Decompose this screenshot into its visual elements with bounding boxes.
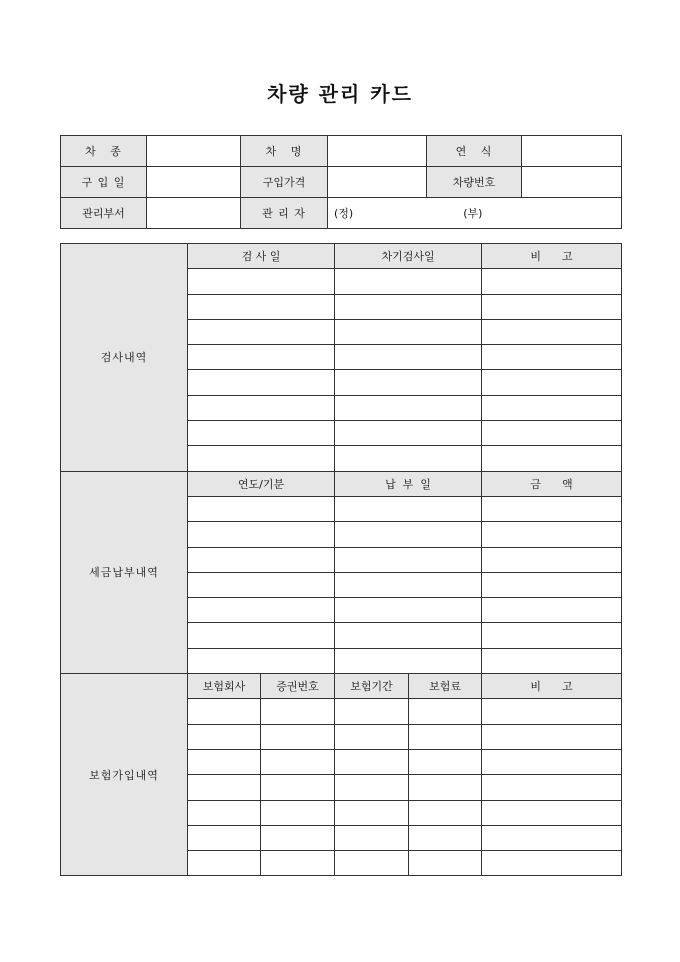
inspection-header-date: 검 사 일 xyxy=(188,244,335,269)
tax-period-cell[interactable] xyxy=(188,598,335,623)
inspection-date-cell[interactable] xyxy=(188,395,335,420)
dept-field[interactable] xyxy=(147,198,241,229)
inspection-date-cell[interactable] xyxy=(188,446,335,471)
insurance-period-cell[interactable] xyxy=(335,775,409,800)
insurance-note-cell[interactable] xyxy=(482,851,622,876)
insurance-note-cell[interactable] xyxy=(482,775,622,800)
insurance-section-label: 보험가입내역 xyxy=(61,674,188,876)
inspection-note-cell[interactable] xyxy=(482,294,622,319)
inspection-next-cell[interactable] xyxy=(335,395,482,420)
insurance-company-cell[interactable] xyxy=(188,851,261,876)
insurance-note-cell[interactable] xyxy=(482,699,622,724)
page-title: 차량 관리 카드 xyxy=(267,82,413,106)
inspection-next-cell[interactable] xyxy=(335,446,482,471)
model-year-field[interactable] xyxy=(522,136,622,167)
manager-label: 관 리 자 xyxy=(241,198,328,229)
inspection-note-cell[interactable] xyxy=(482,345,622,370)
tax-paydate-cell[interactable] xyxy=(335,496,482,521)
tax-paydate-cell[interactable] xyxy=(335,522,482,547)
inspection-header-next: 차기검사일 xyxy=(335,244,482,269)
tax-period-cell[interactable] xyxy=(188,572,335,597)
insurance-period-cell[interactable] xyxy=(335,851,409,876)
insurance-company-cell[interactable] xyxy=(188,724,261,749)
insurance-header-premium: 보험료 xyxy=(409,674,482,699)
tax-paydate-cell[interactable] xyxy=(335,623,482,648)
car-name-field[interactable] xyxy=(328,136,427,167)
tax-period-cell[interactable] xyxy=(188,522,335,547)
tax-paydate-cell[interactable] xyxy=(335,648,482,673)
inspection-section-label: 검사내역 xyxy=(61,244,188,472)
insurance-note-cell[interactable] xyxy=(482,724,622,749)
inspection-next-cell[interactable] xyxy=(335,319,482,344)
manager-field[interactable] xyxy=(328,198,622,229)
insurance-company-cell[interactable] xyxy=(188,775,261,800)
tax-period-cell[interactable] xyxy=(188,648,335,673)
tax-amount-cell[interactable] xyxy=(482,648,622,673)
tax-header-amount: 금 액 xyxy=(482,471,622,496)
plate-number-field[interactable] xyxy=(522,167,622,198)
insurance-premium-cell[interactable] xyxy=(409,749,482,774)
inspection-next-cell[interactable] xyxy=(335,345,482,370)
insurance-header-policy: 증권번호 xyxy=(261,674,335,699)
tax-paydate-cell[interactable] xyxy=(335,598,482,623)
car-name-label: 차 명 xyxy=(241,136,328,167)
inspection-note-cell[interactable] xyxy=(482,446,622,471)
tax-paydate-cell[interactable] xyxy=(335,572,482,597)
insurance-policy-cell[interactable] xyxy=(261,699,335,724)
insurance-policy-cell[interactable] xyxy=(261,825,335,850)
dept-label: 관리부서 xyxy=(61,198,147,229)
inspection-date-cell[interactable] xyxy=(188,421,335,446)
inspection-next-cell[interactable] xyxy=(335,370,482,395)
purchase-price-label: 구입가격 xyxy=(241,167,328,198)
insurance-company-cell[interactable] xyxy=(188,749,261,774)
purchase-price-field[interactable] xyxy=(328,167,427,198)
manager-main-label: (정) xyxy=(334,207,354,220)
insurance-policy-cell[interactable] xyxy=(261,800,335,825)
inspection-date-cell[interactable] xyxy=(188,345,335,370)
insurance-header-note: 비 고 xyxy=(482,674,622,699)
insurance-period-cell[interactable] xyxy=(335,749,409,774)
inspection-next-cell[interactable] xyxy=(335,269,482,294)
tax-amount-cell[interactable] xyxy=(482,572,622,597)
plate-number-label: 차량번호 xyxy=(427,167,522,198)
tax-period-cell[interactable] xyxy=(188,496,335,521)
inspection-date-cell[interactable] xyxy=(188,319,335,344)
insurance-period-cell[interactable] xyxy=(335,825,409,850)
inspection-note-cell[interactable] xyxy=(482,421,622,446)
tax-section-label: 세금납부내역 xyxy=(61,471,188,673)
insurance-policy-cell[interactable] xyxy=(261,851,335,876)
insurance-company-cell[interactable] xyxy=(188,800,261,825)
purchase-date-field[interactable] xyxy=(147,167,241,198)
tax-amount-cell[interactable] xyxy=(482,547,622,572)
insurance-note-cell[interactable] xyxy=(482,825,622,850)
insurance-period-cell[interactable] xyxy=(335,800,409,825)
insurance-premium-cell[interactable] xyxy=(409,800,482,825)
insurance-period-cell[interactable] xyxy=(335,699,409,724)
insurance-period-cell[interactable] xyxy=(335,724,409,749)
car-type-label: 차 종 xyxy=(61,136,147,167)
inspection-section xyxy=(61,244,622,472)
tax-section xyxy=(61,471,622,673)
insurance-section xyxy=(61,674,622,876)
inspection-date-cell[interactable] xyxy=(188,294,335,319)
insurance-note-cell[interactable] xyxy=(482,749,622,774)
purchase-date-label: 구 입 일 xyxy=(61,167,147,198)
tax-period-cell[interactable] xyxy=(188,623,335,648)
tax-amount-cell[interactable] xyxy=(482,623,622,648)
inspection-date-cell[interactable] xyxy=(188,269,335,294)
inspection-date-cell[interactable] xyxy=(188,370,335,395)
insurance-premium-cell[interactable] xyxy=(409,825,482,850)
vehicle-info-table xyxy=(60,135,622,229)
records-table xyxy=(60,243,622,876)
insurance-header-period: 보험기간 xyxy=(335,674,409,699)
manager-sub-label: (부) xyxy=(463,207,483,220)
car-type-field[interactable] xyxy=(147,136,241,167)
insurance-policy-cell[interactable] xyxy=(261,749,335,774)
inspection-note-cell[interactable] xyxy=(482,319,622,344)
inspection-note-cell[interactable] xyxy=(482,269,622,294)
tax-header-paydate: 납 부 일 xyxy=(335,471,482,496)
insurance-policy-cell[interactable] xyxy=(261,775,335,800)
inspection-header-note: 비 고 xyxy=(482,244,622,269)
insurance-company-cell[interactable] xyxy=(188,825,261,850)
insurance-premium-cell[interactable] xyxy=(409,724,482,749)
model-year-label: 연 식 xyxy=(427,136,522,167)
tax-paydate-cell[interactable] xyxy=(335,547,482,572)
insurance-note-cell[interactable] xyxy=(482,800,622,825)
inspection-note-cell[interactable] xyxy=(482,370,622,395)
tax-amount-cell[interactable] xyxy=(482,522,622,547)
insurance-header-company: 보험회사 xyxy=(188,674,261,699)
tax-amount-cell[interactable] xyxy=(482,496,622,521)
insurance-premium-cell[interactable] xyxy=(409,775,482,800)
inspection-next-cell[interactable] xyxy=(335,421,482,446)
tax-period-cell[interactable] xyxy=(188,547,335,572)
inspection-note-cell[interactable] xyxy=(482,395,622,420)
tax-amount-cell[interactable] xyxy=(482,598,622,623)
insurance-premium-cell[interactable] xyxy=(409,851,482,876)
insurance-premium-cell[interactable] xyxy=(409,699,482,724)
tax-header-period: 연도/기분 xyxy=(188,471,335,496)
inspection-next-cell[interactable] xyxy=(335,294,482,319)
insurance-company-cell[interactable] xyxy=(188,699,261,724)
insurance-policy-cell[interactable] xyxy=(261,724,335,749)
